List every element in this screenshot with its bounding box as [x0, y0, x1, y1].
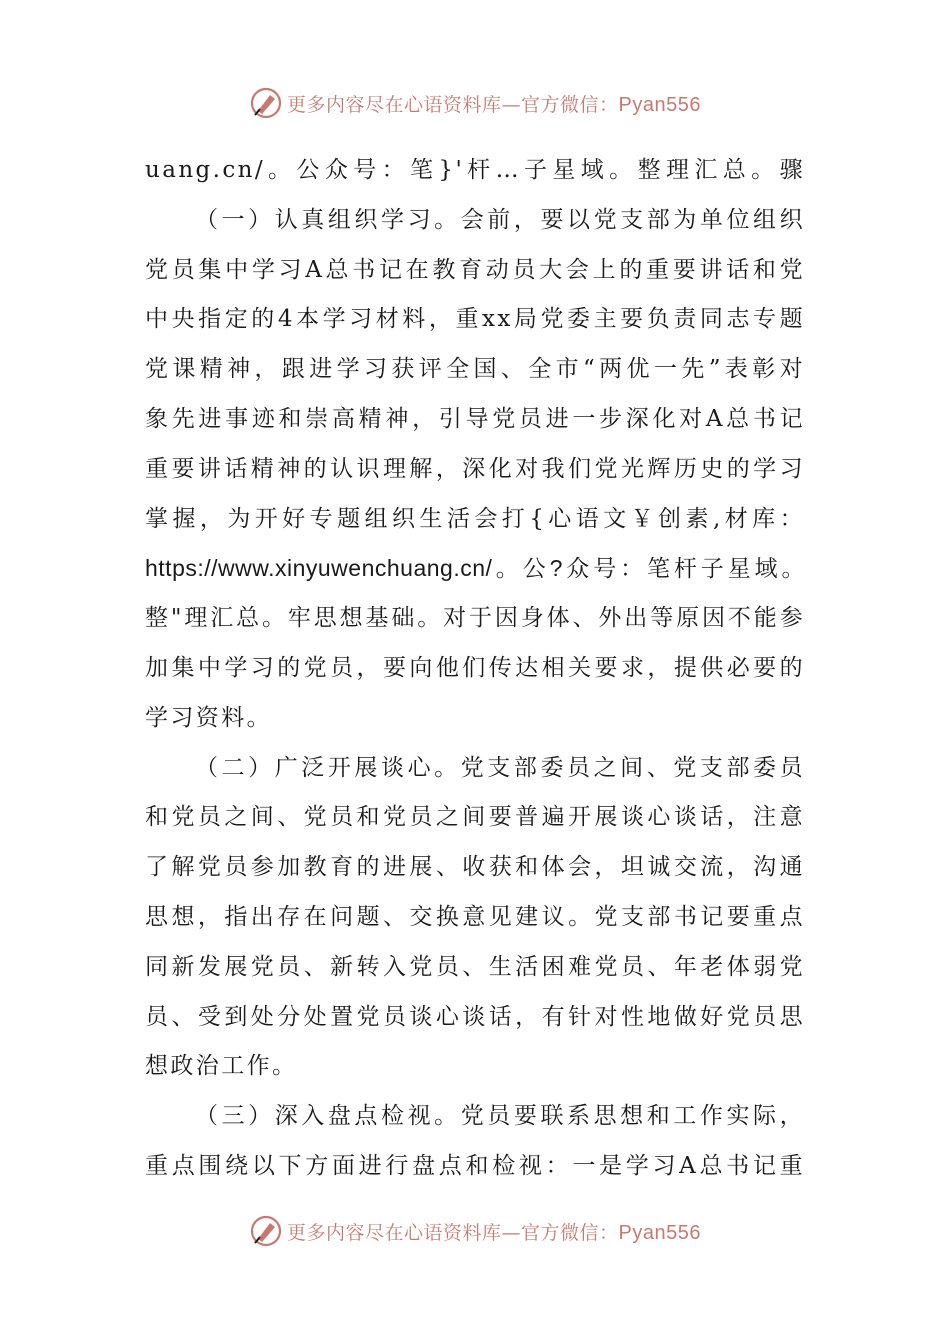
- text-line: （三）深入盘点检视。党员要联系思想和工作实际，: [195, 1103, 805, 1130]
- text-line: 了解党员参加教育的进展、收获和体会，坦诚交流，沟通: [145, 854, 805, 881]
- text-line: 党课精神，跟进学习获评全国、全市“两优一先”表彰对: [145, 356, 805, 383]
- text-line: 加集中学习的党员，要向他们传达相关要求，提供必要的: [145, 654, 805, 681]
- text-line: 思想，指出存在问题、交换意见建议。党支部书记要重点: [145, 903, 805, 930]
- text-line: 和党员之间、党员和党员之间要普遍开展谈心谈话，注意: [145, 804, 805, 831]
- text-line: 学习资料。: [145, 704, 272, 731]
- pen-nib-logo-icon: [249, 1214, 283, 1248]
- text-line: uang.cn/。公众号：笔}'杆…子星域。整理汇总。骤: [145, 157, 805, 183]
- text-line: 中央指定的4本学习材料，重xx局党委主要负责同志专题: [145, 306, 805, 333]
- header-brand-text: 更多内容尽在心语资料库—官方微信：: [287, 93, 619, 116]
- text-line: 象先进事迹和崇高精神，引导党员进一步深化对A总书记: [145, 405, 805, 432]
- text-line: 重点围绕以下方面进行盘点和检视：一是学习A总书记重: [145, 1152, 805, 1179]
- document-body: [145, 146, 805, 1192]
- text-line: （一）认真组织学习。会前，要以党支部为单位组织: [195, 206, 805, 233]
- text-line: 党员集中学习A总书记在教育动员大会上的重要讲话和党: [145, 256, 805, 283]
- footer-brand-text: 更多内容尽在心语资料库—官方微信：: [287, 1221, 619, 1244]
- footer-brand: [287, 1218, 701, 1245]
- header-handle: Pyan556: [618, 93, 701, 116]
- text-line: 想政治工作。: [145, 1053, 298, 1080]
- header-brand: [287, 90, 701, 117]
- text-line: 掌握，为开好专题组织生活会打{心语文￥创素,材库：: [145, 505, 805, 532]
- text-line: （二）广泛开展谈心。党支部委员之间、党支部委员: [195, 754, 805, 781]
- text-line: 员、受到处分处置党员谈心谈话，有针对性地做好党员思: [145, 1003, 805, 1030]
- footer-banner: [0, 1211, 950, 1251]
- url-line: https://www.xinyuwenchuang.cn/。公?众号：笔杆子星域。: [145, 555, 805, 582]
- pen-nib-logo-icon: [249, 86, 283, 120]
- text-line: 整"理汇总。牢思想基础。对于因身体、外出等原因不能参: [145, 605, 805, 632]
- text-line: 重要讲话精神的认识理解，深化对我们党光辉历史的学习: [145, 455, 805, 482]
- footer-handle: Pyan556: [618, 1221, 701, 1244]
- header-banner: [0, 83, 950, 123]
- text-line: 同新发展党员、新转入党员、生活困难党员、年老体弱党: [145, 953, 805, 980]
